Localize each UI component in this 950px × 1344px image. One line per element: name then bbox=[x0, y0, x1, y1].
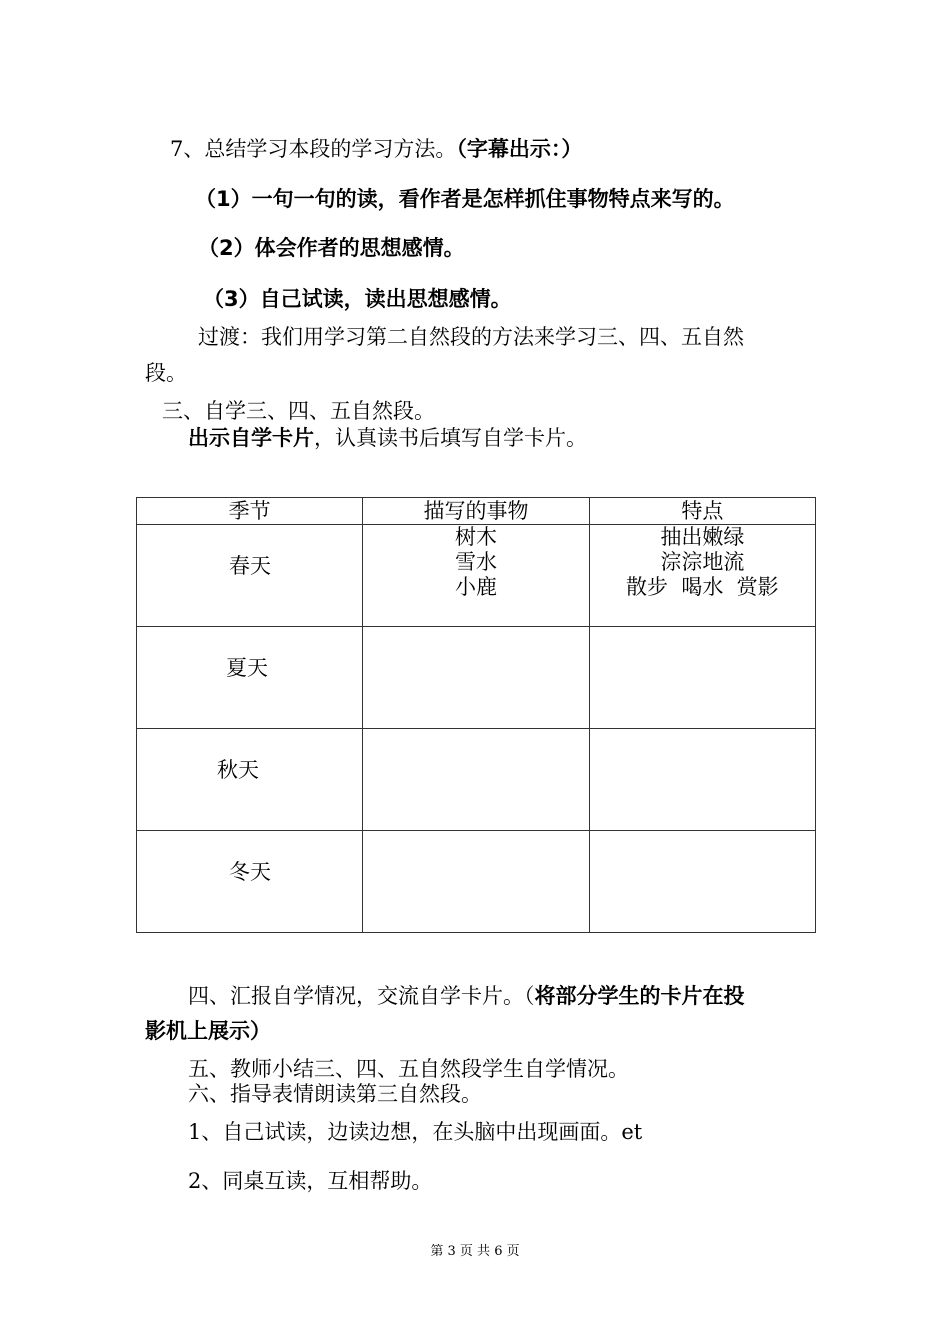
cell-things[interactable] bbox=[363, 627, 589, 729]
method-2: （2）体会作者的思想感情。 bbox=[198, 236, 465, 260]
list-item: 树木 bbox=[454, 525, 497, 549]
page-footer: 第 3 页 共 6 页 bbox=[430, 1244, 520, 1259]
cell-season bbox=[137, 729, 363, 831]
list-item: 雪水 bbox=[454, 550, 497, 574]
list-item: 小鹿 bbox=[454, 575, 497, 599]
season-label: 冬天 bbox=[229, 860, 271, 884]
cell-features bbox=[589, 525, 815, 627]
header-season: 季节 bbox=[137, 498, 363, 525]
list-item: 散步 喝水 赏影 bbox=[625, 575, 779, 599]
header-features: 特点 bbox=[589, 498, 815, 525]
section-6-heading: 六、指导表情朗读第三自然段。 bbox=[188, 1082, 482, 1106]
self-study-card-table bbox=[136, 497, 816, 933]
cell-things[interactable] bbox=[363, 831, 589, 933]
transition-line-2: 段。 bbox=[145, 361, 187, 385]
cell-season bbox=[137, 831, 363, 933]
section-3-heading: 三、自学三、四、五自然段。 bbox=[162, 399, 435, 423]
step-item-1: 1、自己试读，边读边想，在头脑中出现画面。et bbox=[188, 1120, 643, 1144]
step7-line bbox=[170, 134, 582, 164]
header-things: 描写的事物 bbox=[363, 498, 589, 525]
card-intro-bold: 出示自学卡片 bbox=[188, 426, 314, 450]
card-intro bbox=[188, 423, 587, 453]
section-4-line-2: 影机上展示） bbox=[145, 1019, 271, 1043]
season-label: 秋天 bbox=[217, 758, 259, 782]
cell-season bbox=[137, 525, 363, 627]
season-label: 春天 bbox=[229, 554, 271, 578]
cell-things bbox=[363, 525, 589, 627]
cell-features[interactable] bbox=[589, 627, 815, 729]
cell-things[interactable] bbox=[363, 729, 589, 831]
table-row-winter bbox=[137, 831, 816, 933]
cell-season bbox=[137, 627, 363, 729]
transition-line-1: 过渡：我们用学习第二自然段的方法来学习三、四、五自然 bbox=[198, 325, 744, 349]
section-4-line-1 bbox=[188, 981, 745, 1011]
section-5-heading: 五、教师小结三、四、五自然段学生自学情况。 bbox=[188, 1057, 629, 1081]
table-header-row bbox=[137, 498, 816, 525]
step7-caption-note: （字幕出示：） bbox=[456, 137, 583, 161]
list-item: 淙淙地流 bbox=[660, 550, 745, 574]
method-3: （3）自己试读，读出思想感情。 bbox=[203, 287, 512, 311]
table-row-autumn bbox=[137, 729, 816, 831]
method-1: （1）一句一句的读，看作者是怎样抓住事物特点来写的。 bbox=[195, 187, 735, 211]
section-4-note: 将部分学生的卡片在投 bbox=[534, 984, 745, 1008]
features-list bbox=[590, 525, 815, 600]
step-item-2: 2、同桌互读，互相帮助。 bbox=[188, 1169, 433, 1193]
table-row-spring bbox=[137, 525, 816, 627]
cell-features[interactable] bbox=[589, 831, 815, 933]
list-item: 抽出嫩绿 bbox=[660, 525, 745, 549]
cell-features[interactable] bbox=[589, 729, 815, 831]
step7-text: 7、总结学习本段的学习方法。 bbox=[170, 137, 457, 161]
card-intro-rest: ，认真读书后填写自学卡片。 bbox=[314, 426, 587, 450]
things-list bbox=[363, 525, 588, 600]
table-row-summer bbox=[137, 627, 816, 729]
season-label: 夏天 bbox=[226, 656, 268, 680]
section-4-text: 四、汇报自学情况，交流自学卡片。（ bbox=[188, 984, 535, 1008]
